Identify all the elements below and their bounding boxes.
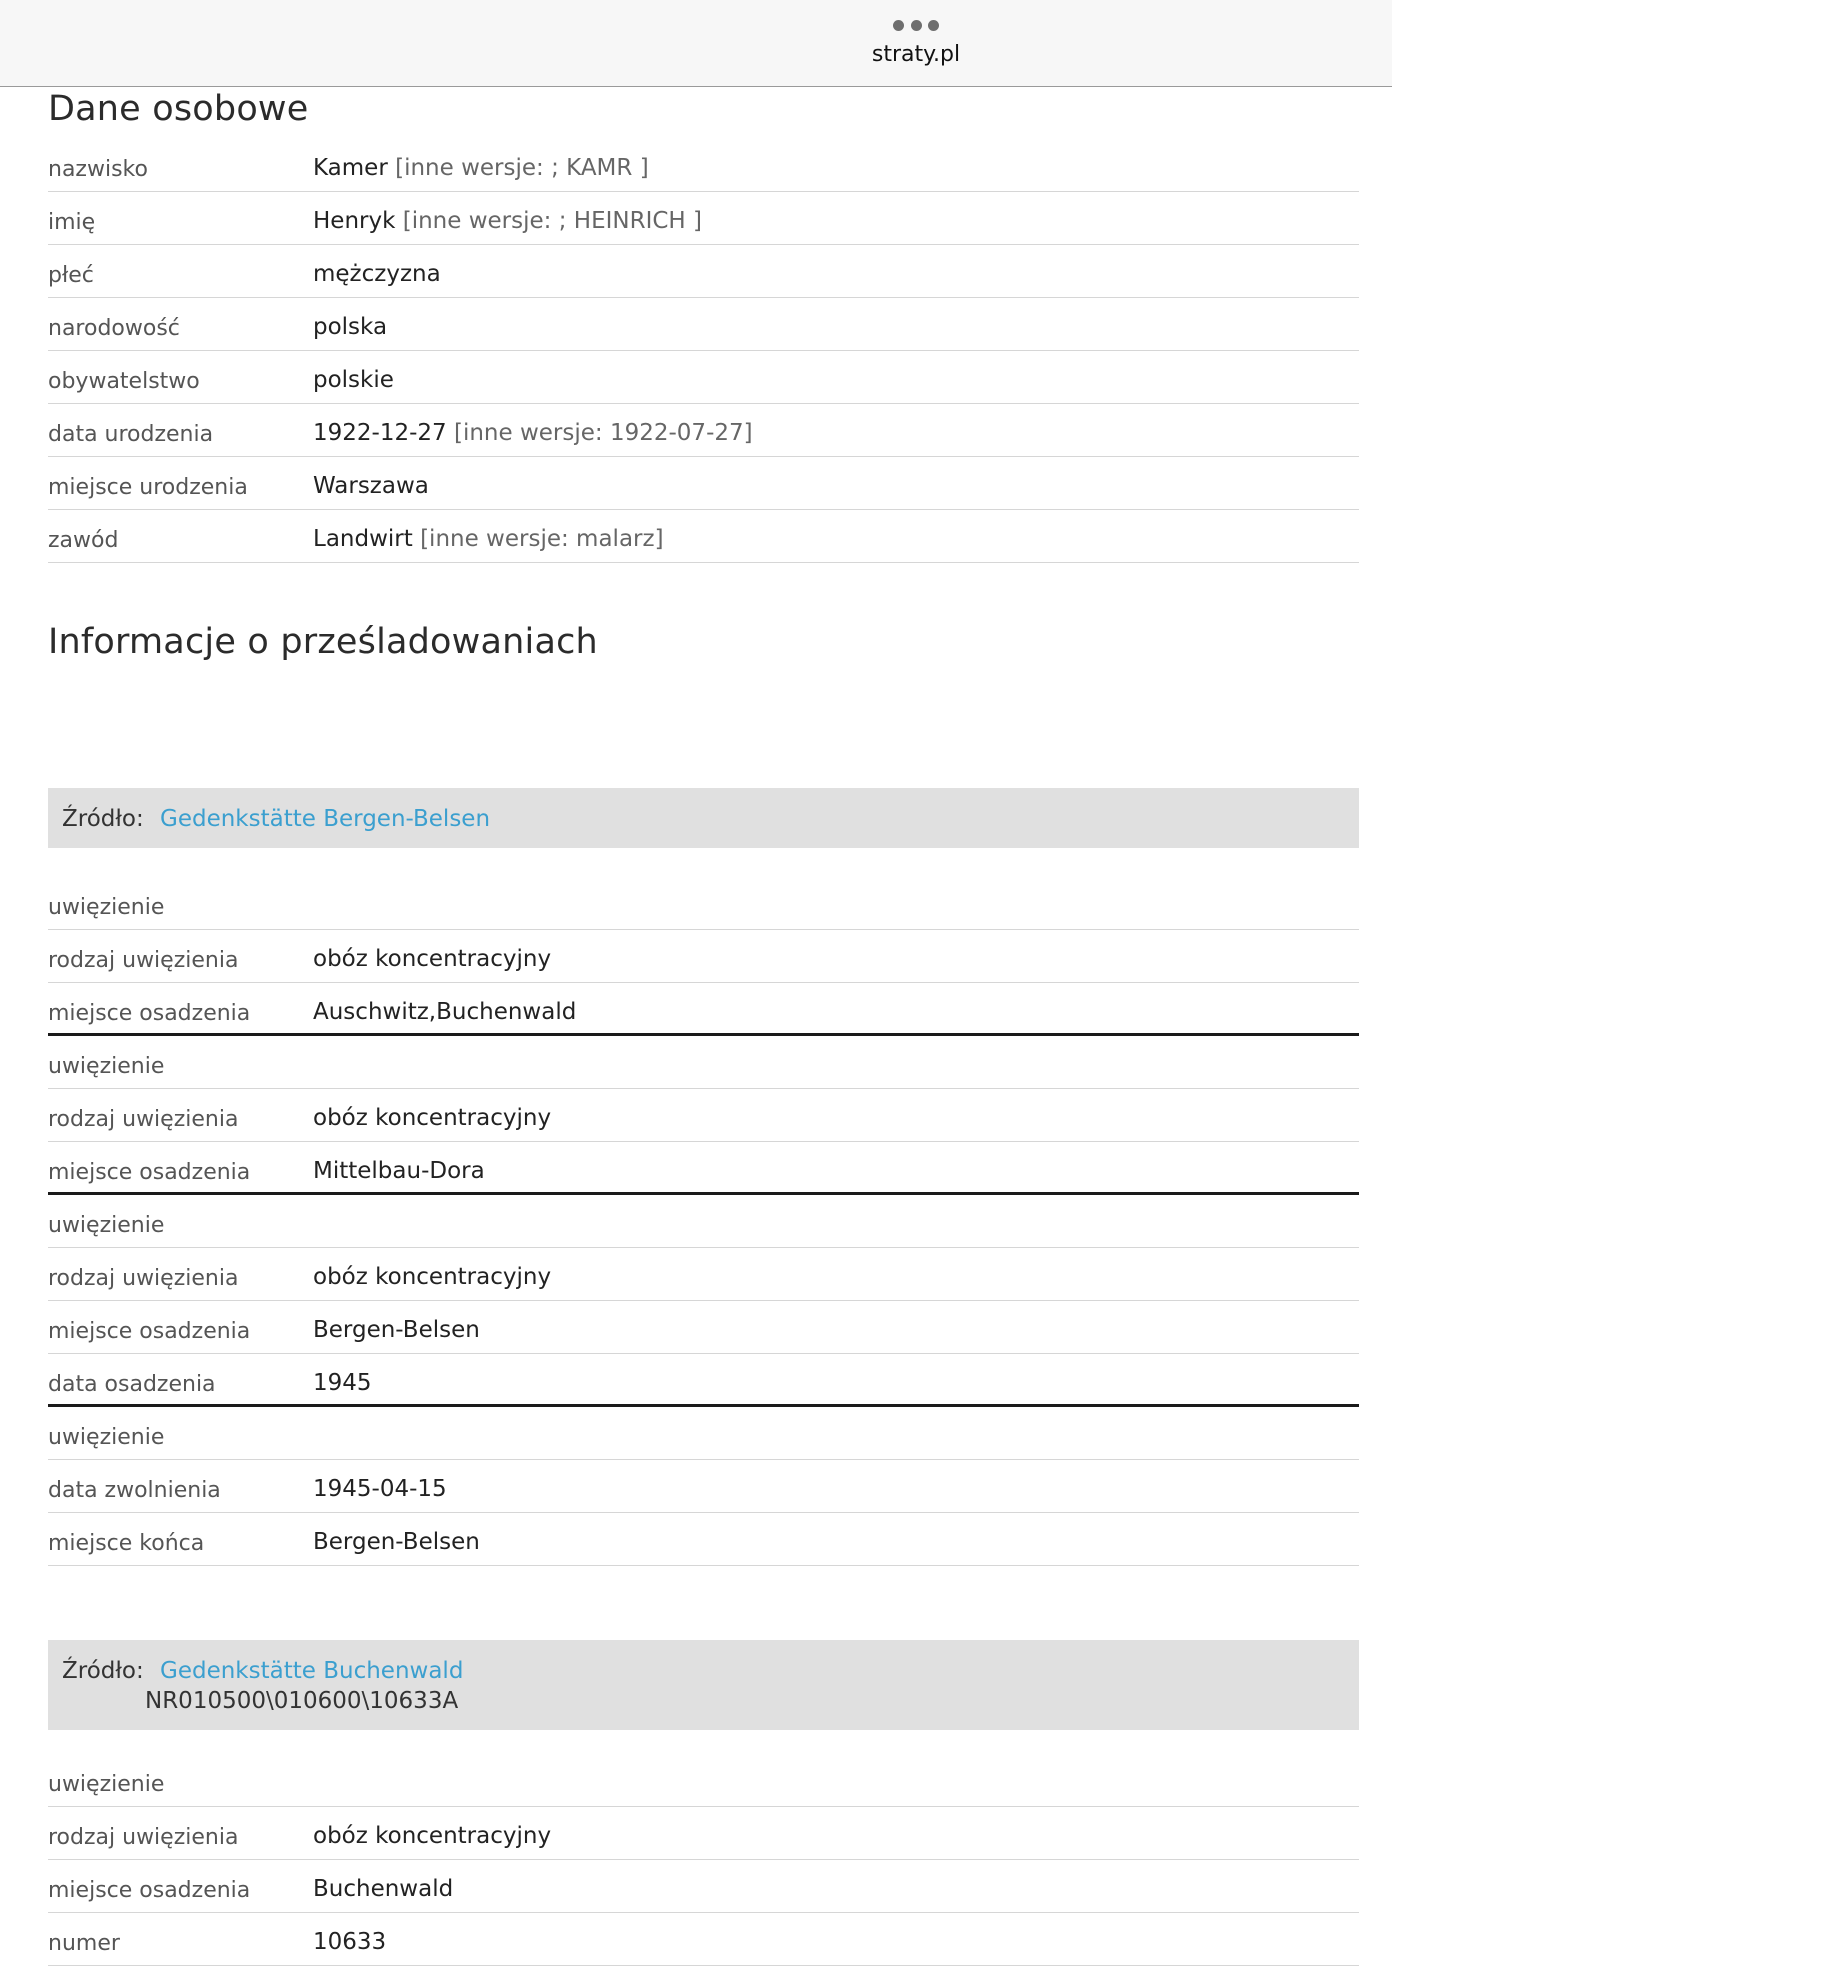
personal-row bbox=[48, 298, 1359, 351]
row-label: narodowość bbox=[48, 316, 180, 341]
row-label: rodzaj uwięzienia bbox=[48, 1266, 239, 1291]
source-link[interactable]: Gedenkstätte Bergen-Belsen bbox=[160, 806, 491, 832]
row-value: 1922-12-27 [inne wersje: 1922-07-27] bbox=[313, 420, 753, 446]
row-label: obywatelstwo bbox=[48, 369, 200, 394]
row-value: mężczyzna bbox=[313, 261, 441, 287]
row-value: obóz koncentracyjny bbox=[313, 1823, 552, 1849]
row-label: numer bbox=[48, 1931, 120, 1956]
personal-table bbox=[48, 139, 1359, 563]
imprisonment-heading: uwięzienie bbox=[48, 1407, 1359, 1460]
source-block bbox=[48, 788, 1359, 1556]
personal-row bbox=[48, 351, 1359, 404]
personal-title: Dane osobowe bbox=[48, 89, 309, 129]
persecution-title: Informacje o prześladowaniach bbox=[48, 622, 598, 662]
source-label: Źródło: bbox=[62, 806, 144, 832]
imprisonment-heading: uwięzienie bbox=[48, 877, 1359, 930]
imprisonment-heading: uwięzienie bbox=[48, 1036, 1359, 1089]
row-label: miejsce osadzenia bbox=[48, 1878, 251, 1903]
source-label: Źródło: bbox=[62, 1658, 144, 1684]
row-value: 1945-04-15 bbox=[313, 1476, 447, 1502]
row-label: zawód bbox=[48, 528, 119, 553]
personal-row bbox=[48, 245, 1359, 298]
source-header bbox=[48, 1640, 1359, 1730]
imprisonment-row bbox=[48, 930, 1359, 983]
row-label: nazwisko bbox=[48, 157, 148, 182]
row-label: miejsce osadzenia bbox=[48, 1160, 251, 1185]
row-value: polska bbox=[313, 314, 388, 340]
imprisonment-row bbox=[48, 1301, 1359, 1354]
row-label: data osadzenia bbox=[48, 1372, 216, 1397]
row-value: Kamer [inne wersje: ; KAMR ] bbox=[313, 155, 649, 181]
imprisonment-row bbox=[48, 1860, 1359, 1913]
imprisonment-row bbox=[48, 1248, 1359, 1301]
imprisonment-row bbox=[48, 1913, 1359, 1966]
row-value: Buchenwald bbox=[313, 1876, 454, 1902]
row-label: miejsce osadzenia bbox=[48, 1319, 251, 1344]
imprisonment-row bbox=[48, 1142, 1359, 1195]
row-value: Landwirt [inne wersje: malarz] bbox=[313, 526, 664, 552]
personal-row bbox=[48, 457, 1359, 510]
row-label: data zwolnienia bbox=[48, 1478, 221, 1503]
row-label: imię bbox=[48, 210, 96, 235]
imprisonment-row bbox=[48, 1354, 1359, 1407]
imprisonment-row bbox=[48, 1460, 1359, 1513]
source-link[interactable]: Gedenkstätte Buchenwald bbox=[160, 1658, 464, 1684]
row-value: obóz koncentracyjny bbox=[313, 946, 552, 972]
personal-row bbox=[48, 404, 1359, 457]
row-label: rodzaj uwięzienia bbox=[48, 948, 239, 973]
row-value: 1945 bbox=[313, 1370, 372, 1396]
imprisonment-row bbox=[48, 1089, 1359, 1142]
imprisonment-row bbox=[48, 1513, 1359, 1566]
imprisonment-heading: uwięzienie bbox=[48, 1754, 1359, 1807]
source-id: NR010500\010600\10633A bbox=[145, 1688, 459, 1714]
imprisonment-heading: uwięzienie bbox=[48, 1195, 1359, 1248]
row-label: miejsce końca bbox=[48, 1531, 205, 1556]
imprisonment-row bbox=[48, 983, 1359, 1036]
row-value: obóz koncentracyjny bbox=[313, 1105, 552, 1131]
row-value: Bergen-Belsen bbox=[313, 1529, 480, 1555]
imprisonment-list bbox=[48, 1754, 1359, 1966]
row-value: Henryk [inne wersje: ; HEINRICH ] bbox=[313, 208, 702, 234]
row-value: Warszawa bbox=[313, 473, 429, 499]
row-label: płeć bbox=[48, 263, 94, 288]
source-block bbox=[48, 1640, 1359, 1956]
row-value: Bergen-Belsen bbox=[313, 1317, 480, 1343]
row-value: 10633 bbox=[313, 1929, 387, 1955]
row-value: Auschwitz,Buchenwald bbox=[313, 999, 577, 1025]
row-label: data urodzenia bbox=[48, 422, 214, 447]
browser-toolbar bbox=[0, 0, 1392, 87]
row-value: obóz koncentracyjny bbox=[313, 1264, 552, 1290]
more-options-icon[interactable] bbox=[893, 19, 939, 31]
row-label: rodzaj uwięzienia bbox=[48, 1825, 239, 1850]
url-label[interactable]: straty.pl bbox=[871, 42, 961, 67]
row-value: Mittelbau-Dora bbox=[313, 1158, 485, 1184]
row-label: miejsce urodzenia bbox=[48, 475, 248, 500]
row-value: polskie bbox=[313, 367, 394, 393]
imprisonment-row bbox=[48, 1807, 1359, 1860]
row-label: rodzaj uwięzienia bbox=[48, 1107, 239, 1132]
personal-row bbox=[48, 192, 1359, 245]
personal-row bbox=[48, 139, 1359, 192]
personal-row bbox=[48, 510, 1359, 563]
imprisonment-list bbox=[48, 877, 1359, 1566]
row-label: miejsce osadzenia bbox=[48, 1001, 251, 1026]
source-header bbox=[48, 788, 1359, 848]
